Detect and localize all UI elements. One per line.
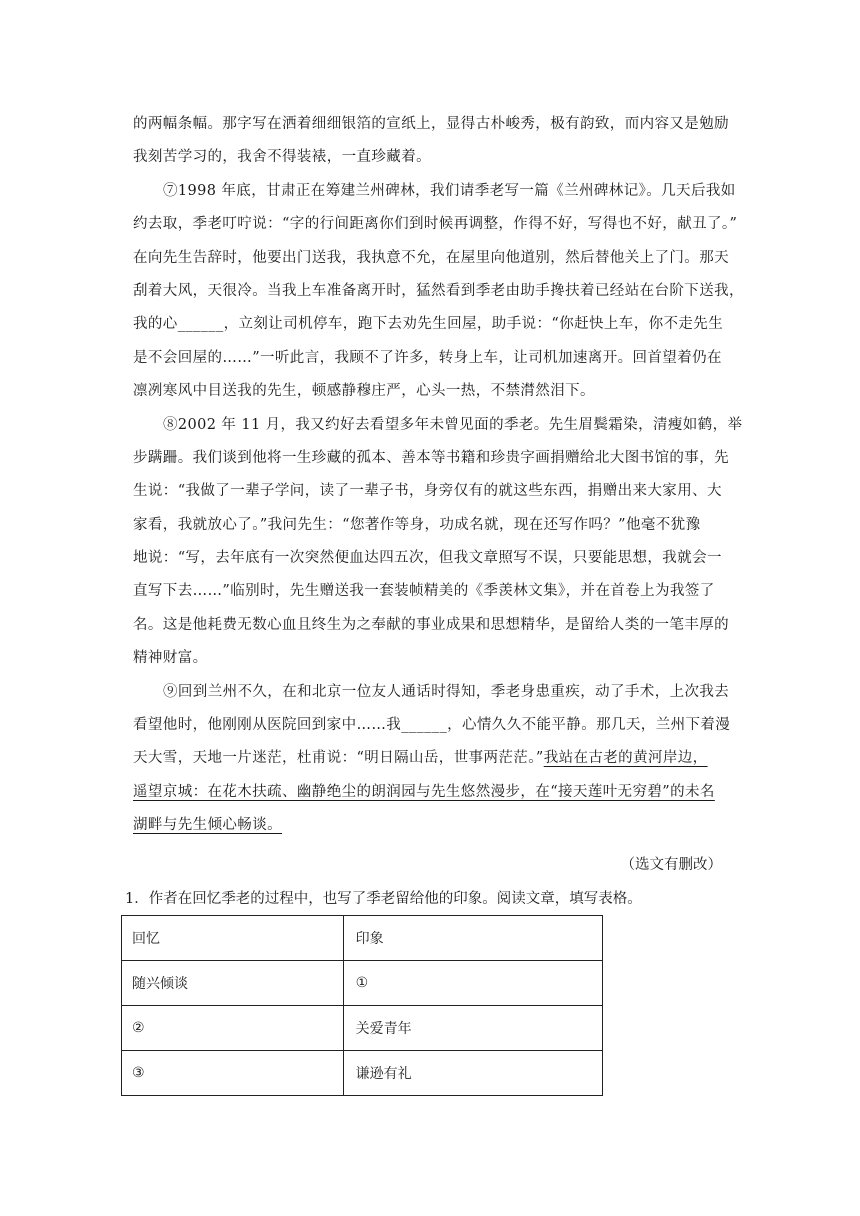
question-1: 1．作者在回忆季老的过程中，也写了季老留给他的印象。阅读文章，填写表格。 — [125, 891, 642, 907]
table-row — [122, 961, 603, 1006]
passage-line: 步蹒跚。我们谈到他将一生珍藏的孤本、善本等书籍和珍贵字画捐赠给北大图书馆的事，先 — [133, 449, 729, 466]
underlined-sentence: 我站在古老的黄河岸边， — [543, 750, 708, 767]
answer-table — [121, 915, 603, 1096]
passage-line: 是不会回屋的……”一听此言，我顾不了许多，转身上车，让司机加速离开。回首望着仍在 — [133, 349, 722, 366]
passage-text — [133, 108, 744, 843]
table-row — [122, 1006, 603, 1051]
passage-line: 直写下去……”临别时，先生赠送我一套装帧精美的《季羡林文集》，并在首卷上为我签了 — [133, 583, 715, 600]
table-row — [122, 1051, 603, 1096]
paragraph-8-start: ⑧2002 年 11 月，我又约好去看望多年未曾见面的季老。先生眉鬓霜染，清瘦如鹤，举 — [163, 416, 743, 433]
table-cell: ② — [122, 1006, 344, 1051]
table-header-row — [122, 916, 603, 961]
source-note: （选文有删改） — [620, 857, 722, 873]
passage-line: 约去取，季老叮咛说：“字的行间距离你们到时候再调整，作得不好，写得也不好，献丑了。” — [133, 216, 738, 233]
passage-line — [133, 809, 733, 842]
passage-line: 我的心______，立刻让司机停车，跑下去劝先生回屋，助手说：“你赶快上车，你不走先生 — [133, 316, 724, 333]
passage-line: 精神财富。 — [133, 650, 208, 667]
underlined-sentence: 遥望京城：在花木扶疏、幽静绝尘的朗润园与先生悠然漫步，在“接天莲叶无穷碧”的未名 — [133, 783, 715, 800]
table-header-cell: 印象 — [343, 916, 602, 961]
paragraph-9-start: ⑨回到兰州不久，在和北京一位友人通话时得知，季老身患重疾，动了手术，上次我去 — [163, 683, 730, 700]
paragraph-7-start: ⑦1998 年底，甘肃正在筹建兰州碑林，我们请季老写一篇《兰州碑林记》。几天后我如 — [163, 182, 736, 199]
passage-line: 看望他时，他刚刚从医院回到家中……我______，心情久久不能平静。那几天，兰州下着漫 — [133, 717, 731, 734]
passage-line: 生说：“我做了一辈子学问，读了一辈子书，身旁仅有的就这些东西，捐赠出来大家用、大 — [133, 483, 722, 500]
passage-segment: 天大雪，天地一片迷茫，杜甫说：“明日隔山岳，世事两茫茫。” — [133, 750, 544, 767]
passage-line: 名。这是他耗费无数心血且终生为之奉献的事业成果和思想精华，是留给人类的一笔丰厚的 — [133, 616, 729, 633]
passage-line: 在向先生告辞时，他要出门送我，我执意不允，在屋里向他道别，然后替他关上了门。那天 — [133, 249, 729, 266]
table-cell: 随兴倾谈 — [122, 961, 344, 1006]
table-cell: ① — [343, 961, 602, 1006]
passage-line: 家看，我就放心了。”我问先生：“您著作等身，功成名就，现在还写作吗？”他毫不犹豫 — [133, 516, 701, 533]
table-cell: ③ — [122, 1051, 344, 1096]
passage-line: 刮着大风，天很冷。当我上车准备离开时，猛然看到季老由助手搀扶着已经站在台阶下送我， — [133, 282, 744, 299]
passage-line — [133, 776, 733, 809]
underlined-sentence: 湖畔与先生倾心畅谈。 — [133, 817, 282, 834]
passage-line: 地说：“写，去年底有一次突然便血达四五次，但我文章照写不误，只要能思想，我就会一 — [133, 550, 722, 567]
table-cell: 谦逊有礼 — [343, 1051, 602, 1096]
table-cell: 关爱青年 — [343, 1006, 602, 1051]
table-header-cell: 回忆 — [122, 916, 344, 961]
passage-line: 我刻苦学习的，我舍不得装裱，一直珍藏着。 — [133, 149, 431, 166]
passage-line — [133, 742, 733, 775]
passage-line: 凛冽寒风中目送我的先生，顿感静穆庄严，心头一热，不禁潸然泪下。 — [133, 383, 595, 400]
passage-line: 的两幅条幅。那字写在洒着细细银箔的宣纸上，显得古朴峻秀，极有韵致，而内容又是勉励 — [133, 116, 729, 132]
